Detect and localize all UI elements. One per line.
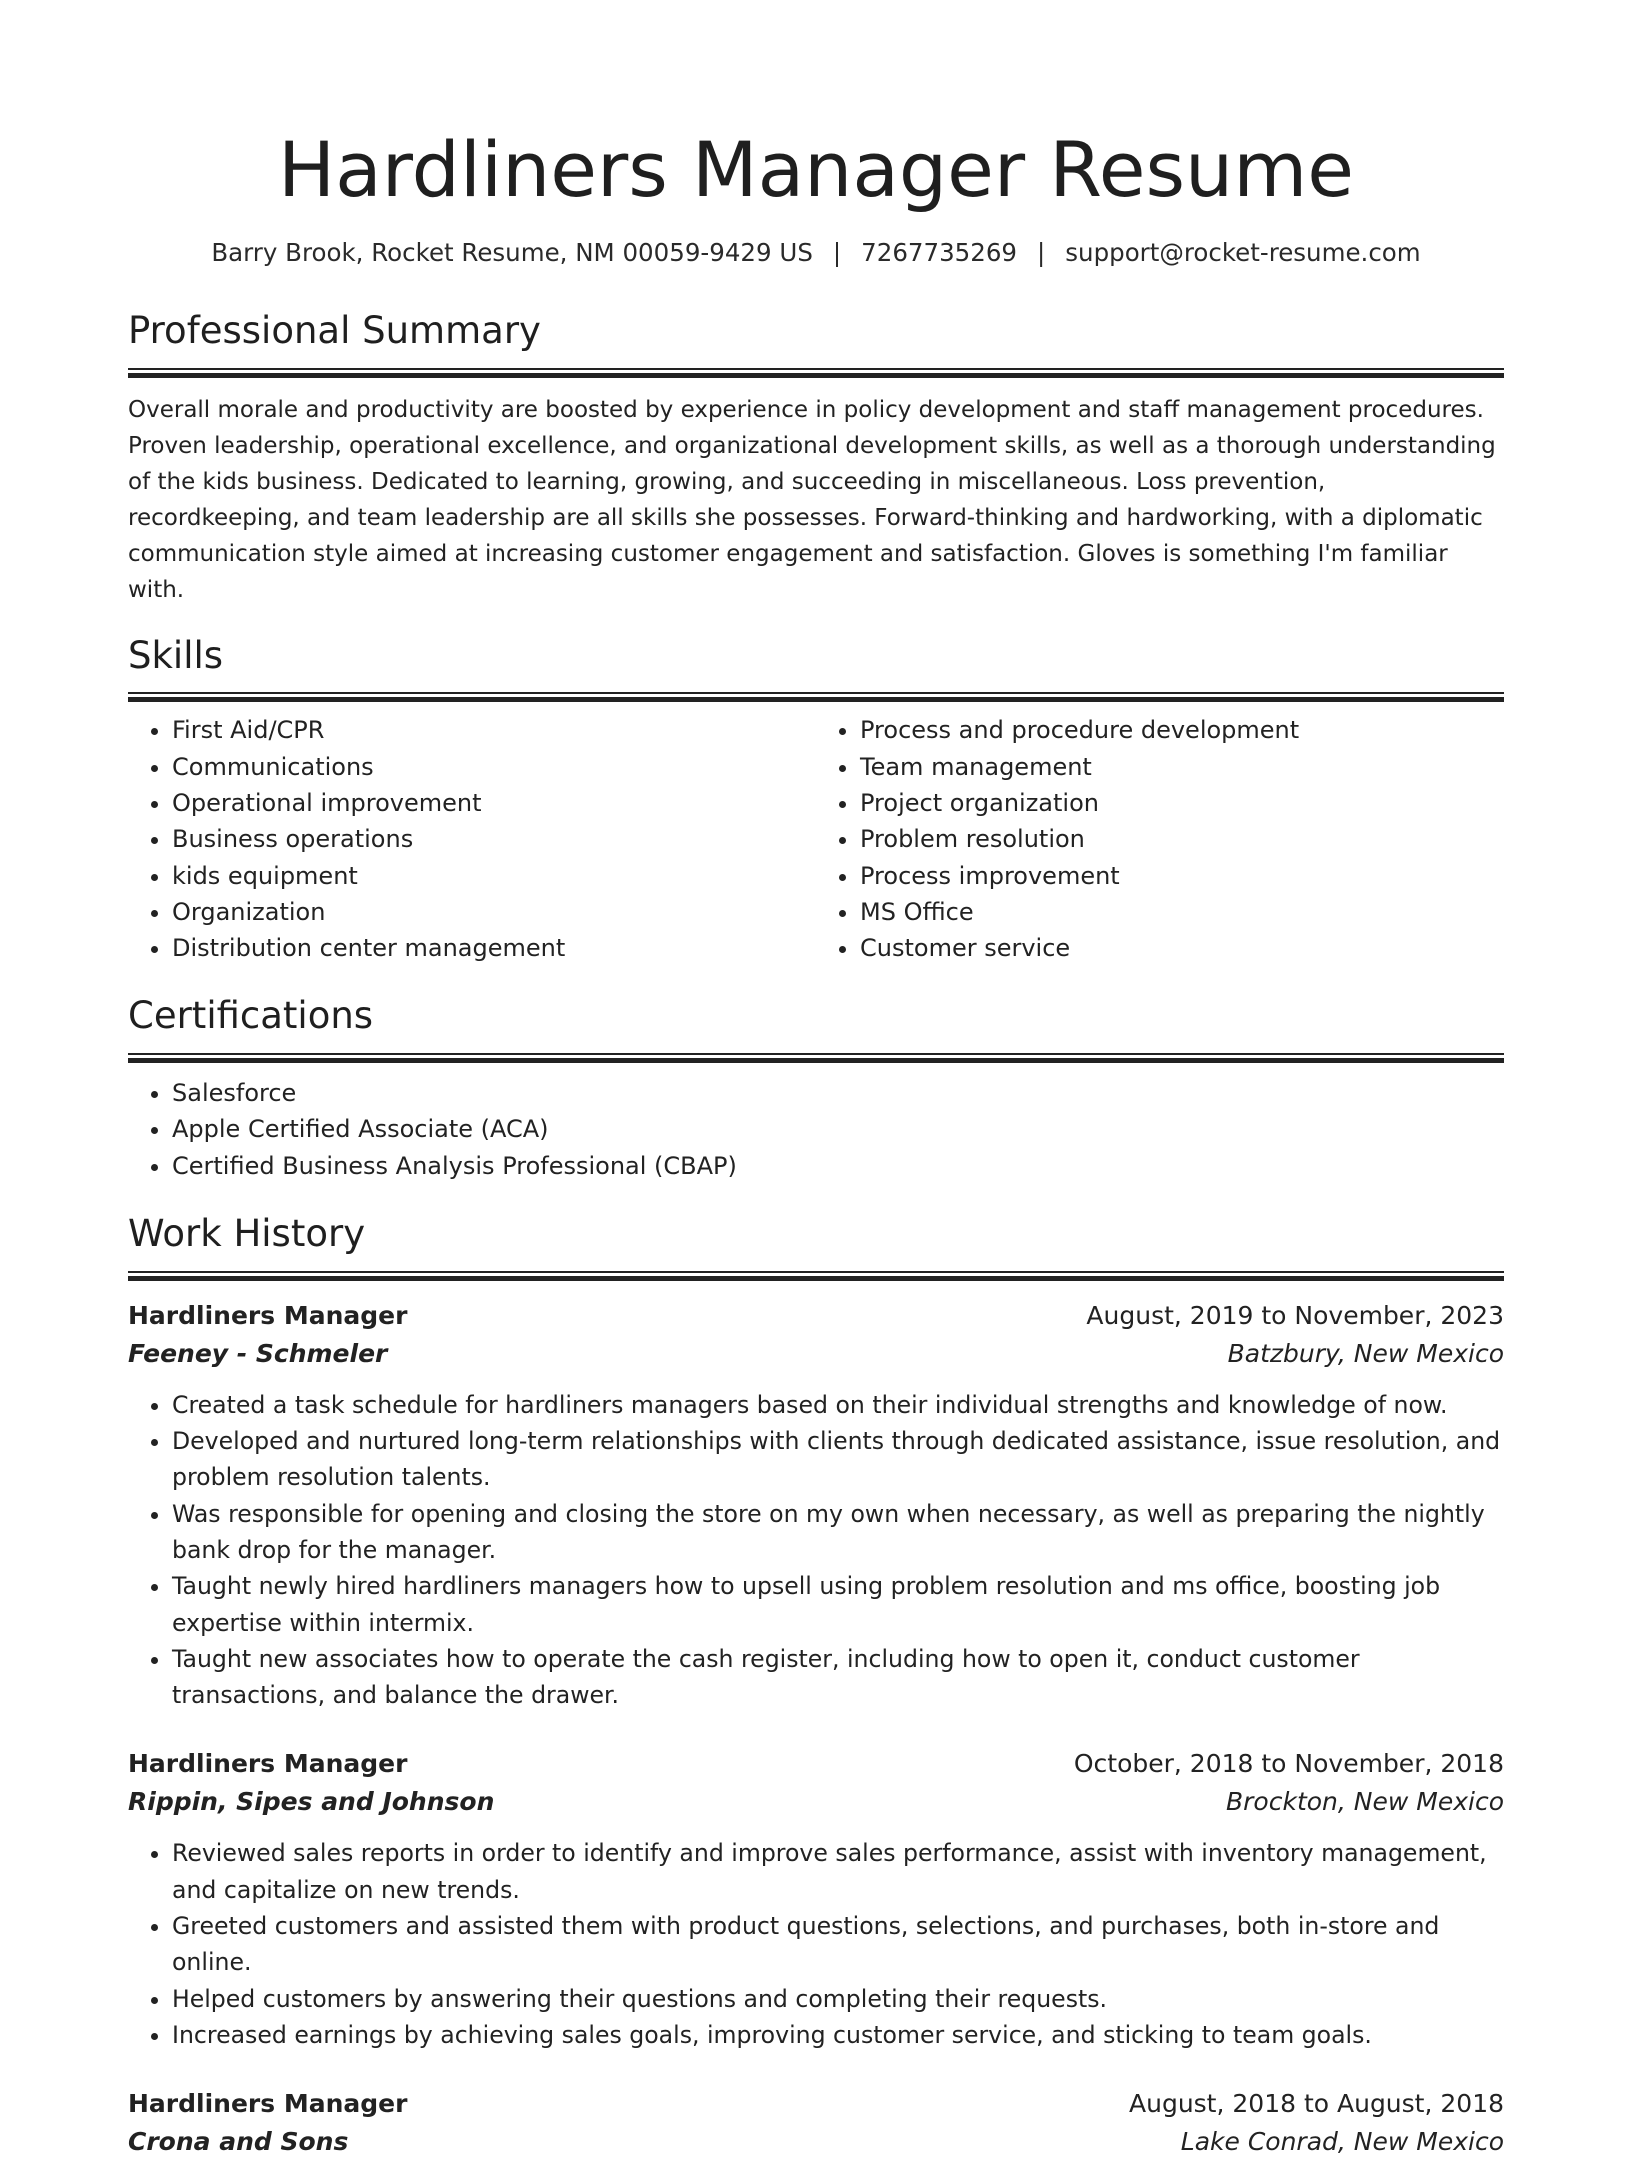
skills-section [128,633,1504,967]
section-divider [128,368,1504,378]
skill-item: • Problem resolution [860,821,1504,857]
contact-address: Barry Brook, Rocket Resume, NM 00059-9429 US [211,238,813,267]
skill-item: • Process improvement [860,858,1504,894]
skill-item: • kids equipment [172,858,816,894]
contact-separator: | [1037,238,1046,267]
contact-phone: 7267735269 [861,238,1018,267]
job-bullet: • Increased earnings by achieving sales goals, improving customer service, and sticking to team goals. [172,2017,1504,2053]
skills-left-column [128,712,816,966]
summary-heading: Professional Summary [128,309,541,352]
job-entry [128,1297,1504,1714]
skill-item: • Business operations [172,821,816,857]
work-heading: Work History [128,1212,366,1256]
job-title: Hardliners Manager [128,1749,408,1779]
job-title: Hardliners Manager [128,2089,408,2119]
job-bullet: • Helped customers by answering their questions and completing their requests. [172,1981,1504,2017]
job-header [128,2085,1504,2123]
job-entry [128,1745,1504,2053]
contact-separator: | [832,238,842,267]
job-subheader [128,1335,1504,1373]
job-bullets [128,1835,1504,2053]
job-header [128,1745,1504,1783]
section-divider [128,1053,1504,1063]
section-divider [128,1271,1504,1281]
job-location: Batzbury, New Mexico [1227,1338,1504,1368]
certifications-list [128,1075,1504,1184]
job-title: Hardliners Manager [128,1300,408,1330]
job-bullet: • Reviewed sales reports in order to identify and improve sales performance, assist with inventory management, and capitalize on new trends. [172,1835,1504,1908]
job-bullets [128,1387,1504,1714]
certification-item: • Certified Business Analysis Professional (CBAP) [172,1148,1504,1184]
job-company: Crona and Sons [128,2127,349,2157]
certification-item: • Apple Certified Associate (ACA) [172,1111,1504,1147]
job-location: Brockton, New Mexico [1226,1787,1504,1817]
skill-item: • Operational improvement [172,785,816,821]
contact-line [128,238,1504,267]
certification-item: • Salesforce [172,1075,1504,1111]
job-entry [128,2085,1504,2161]
job-subheader [128,1783,1504,1821]
job-header [128,1297,1504,1335]
skill-item: • Project organization [860,785,1504,821]
job-company: Feeney - Schmeler [128,1338,388,1368]
job-dates: October, 2018 to November, 2018 [1073,1749,1504,1779]
job-bullet: • Greeted customers and assisted them with product questions, selections, and purchases, both in-store and online. [172,1908,1504,1981]
skill-item: • First Aid/CPR [172,712,816,748]
skill-item: • Organization [172,894,816,930]
skills-heading: Skills [128,633,224,677]
skill-item: • Customer service [860,930,1504,966]
page-title: Hardliners Manager Resume [277,125,1355,214]
summary-text: Overall morale and productivity are boosted by experience in policy development and staff management procedures. Proven leadership, operational excellence, and organizational development skills, as well as a thorough understanding of the kids business. Dedicated to learning, growing, and succeeding in miscellaneous. Loss prevention, recordkeeping, and team leadership are all skills she possesses. Forward-thinking and hardworking, with a diplomatic communication style aimed at increasing customer engagement and satisfaction. Gloves is something I'm familiar with. [128,396,1496,603]
job-dates: August, 2019 to November, 2023 [1086,1300,1504,1330]
work-section [128,1214,1504,2161]
job-location: Lake Conrad, New Mexico [1180,2127,1504,2157]
certifications-heading: Certifications [128,994,374,1038]
job-dates: August, 2018 to August, 2018 [1129,2089,1504,2119]
skill-item: • Process and procedure development [860,712,1504,748]
skill-item: • Communications [172,749,816,785]
section-divider [128,692,1504,702]
job-company: Rippin, Sipes and Johnson [128,1787,495,1817]
job-bullet: • Taught new associates how to operate the cash register, including how to open it, conduct customer transactions, and balance the drawer. [172,1641,1504,1714]
skill-item: • Distribution center management [172,930,816,966]
job-bullet: • Created a task schedule for hardliners managers based on their individual strengths and knowledge of now. [172,1387,1504,1423]
job-bullet: • Taught newly hired hardliners managers how to upsell using problem resolution and ms office, boosting job expertise within intermix. [172,1568,1504,1641]
job-bullet: • Was responsible for opening and closing the store on my own when necessary, as well as preparing the nightly bank drop for the manager. [172,1496,1504,1569]
skills-list [128,712,1504,966]
skill-item: • Team management [860,749,1504,785]
skills-right-column [816,712,1504,966]
certifications-section [128,996,1504,1184]
skill-item: • MS Office [860,894,1504,930]
contact-email: support@rocket-resume.com [1065,238,1421,267]
job-bullet: • Developed and nurtured long-term relationships with clients through dedicated assistance, issue resolution, and problem resolution talents. [172,1423,1504,1496]
summary-section [128,311,1504,608]
job-subheader [128,2123,1504,2161]
